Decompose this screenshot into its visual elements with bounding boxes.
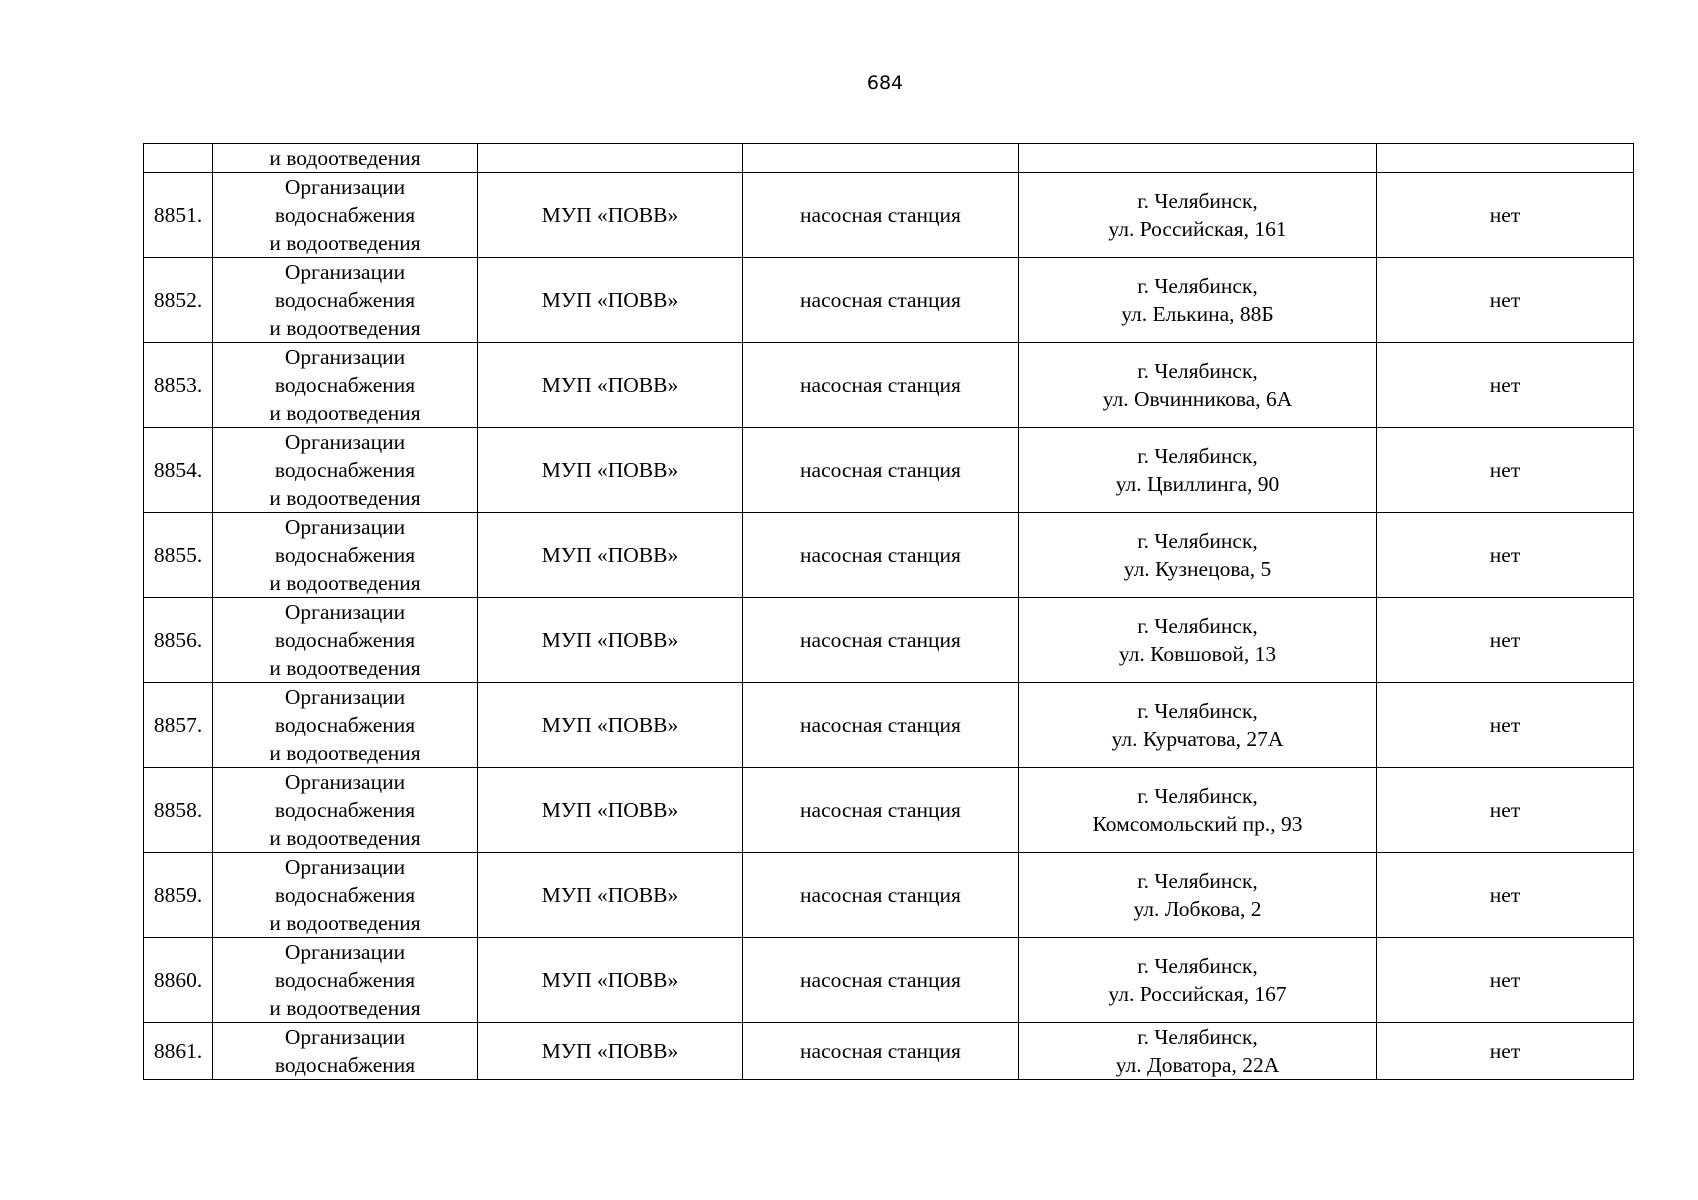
cell-object: насосная станция (743, 428, 1019, 513)
cell-status: нет (1377, 258, 1634, 343)
table-row (144, 683, 1634, 768)
address-line: г. Челябинск, (1137, 699, 1258, 723)
cell-owner: МУП «ПОВВ» (478, 428, 743, 513)
cell-object: насосная станция (743, 853, 1019, 938)
cell-number: 8859. (144, 853, 213, 938)
cell-owner (478, 144, 743, 173)
table-row (144, 1023, 1634, 1080)
address-line: ул. Лобкова, 2 (1133, 897, 1262, 921)
cell-organization (213, 1023, 478, 1080)
table-row (144, 173, 1634, 258)
organization-line: Организации (284, 685, 406, 709)
cell-address (1019, 428, 1377, 513)
cell-organization (213, 598, 478, 683)
table-row (144, 428, 1634, 513)
address-line: г. Челябинск, (1137, 614, 1258, 638)
organization-line: водоснабжения (274, 373, 416, 397)
address-line: Комсомольский пр., 93 (1092, 812, 1303, 836)
address-line: г. Челябинск, (1137, 189, 1258, 213)
cell-number (144, 144, 213, 173)
address-line: г. Челябинск, (1137, 274, 1258, 298)
cell-number: 8853. (144, 343, 213, 428)
cell-number: 8860. (144, 938, 213, 1023)
organization-line: Организации (284, 600, 406, 624)
address-line: ул. Елькина, 88Б (1121, 302, 1274, 326)
cell-address (1019, 343, 1377, 428)
organization-line: и водоотведения (269, 826, 421, 850)
table-row-continued (144, 144, 1634, 173)
cell-number: 8854. (144, 428, 213, 513)
cell-owner: МУП «ПОВВ» (478, 853, 743, 938)
cell-owner: МУП «ПОВВ» (478, 938, 743, 1023)
organization-line: водоснабжения (274, 798, 416, 822)
organization-line: водоснабжения (274, 458, 416, 482)
cell-status: нет (1377, 343, 1634, 428)
organization-line: водоснабжения (274, 883, 416, 907)
address-line: ул. Кузнецова, 5 (1123, 557, 1272, 581)
cell-status: нет (1377, 938, 1634, 1023)
cell-object (743, 144, 1019, 173)
address-line: ул. Российская, 161 (1108, 217, 1287, 241)
organization-line: водоснабжения (274, 543, 416, 567)
organization-line: водоснабжения (274, 713, 416, 737)
address-line: г. Челябинск, (1137, 1025, 1258, 1049)
organization-line: Организации (284, 260, 406, 284)
organization-line: и водоотведения (269, 486, 421, 510)
cell-owner: МУП «ПОВВ» (478, 343, 743, 428)
cell-number: 8856. (144, 598, 213, 683)
cell-address (1019, 683, 1377, 768)
organization-line: и водоотведения (269, 401, 421, 425)
address-line: г. Челябинск, (1137, 444, 1258, 468)
cell-address (1019, 258, 1377, 343)
cell-organization (213, 428, 478, 513)
address-line: ул. Курчатова, 27А (1111, 727, 1284, 751)
cell-status: нет (1377, 853, 1634, 938)
cell-number: 8861. (144, 1023, 213, 1080)
cell-object: насосная станция (743, 258, 1019, 343)
cell-organization (213, 853, 478, 938)
organization-line: и водоотведения (269, 571, 421, 595)
cell-number: 8851. (144, 173, 213, 258)
organization-line: Организации (284, 175, 406, 199)
cell-organization (213, 683, 478, 768)
organization-line: Организации (284, 430, 406, 454)
table-row (144, 853, 1634, 938)
address-line: ул. Овчинникова, 6А (1102, 387, 1293, 411)
cell-number: 8857. (144, 683, 213, 768)
cell-organization (213, 343, 478, 428)
cell-address (1019, 1023, 1377, 1080)
cell-owner: МУП «ПОВВ» (478, 258, 743, 343)
organization-line: и водоотведения (269, 911, 421, 935)
cell-status: нет (1377, 683, 1634, 768)
cell-owner: МУП «ПОВВ» (478, 173, 743, 258)
cell-status: нет (1377, 598, 1634, 683)
organization-line: Организации (284, 345, 406, 369)
cell-address (1019, 173, 1377, 258)
table-row (144, 938, 1634, 1023)
cell-object: насосная станция (743, 768, 1019, 853)
organization-line: водоснабжения (274, 1053, 416, 1077)
cell-object: насосная станция (743, 683, 1019, 768)
cell-organization (213, 513, 478, 598)
address-line: г. Челябинск, (1137, 529, 1258, 553)
address-line: г. Челябинск, (1137, 954, 1258, 978)
cell-organization (213, 938, 478, 1023)
cell-owner: МУП «ПОВВ» (478, 513, 743, 598)
organization-line: водоснабжения (274, 203, 416, 227)
table-row (144, 513, 1634, 598)
cell-owner: МУП «ПОВВ» (478, 598, 743, 683)
registry-body (144, 144, 1634, 1080)
cell-organization: и водоотведения (213, 144, 478, 173)
cell-status (1377, 144, 1634, 173)
organization-line: и водоотведения (269, 316, 421, 340)
cell-status: нет (1377, 428, 1634, 513)
organization-line: и водоотведения (269, 231, 421, 255)
address-line: ул. Цвиллинга, 90 (1115, 472, 1280, 496)
cell-status: нет (1377, 513, 1634, 598)
table-row (144, 343, 1634, 428)
organization-line: Организации (284, 770, 406, 794)
cell-number: 8855. (144, 513, 213, 598)
cell-address (1019, 938, 1377, 1023)
page-number: 684 (866, 72, 904, 94)
cell-address (1019, 598, 1377, 683)
cell-object: насосная станция (743, 1023, 1019, 1080)
cell-organization (213, 258, 478, 343)
organization-line: водоснабжения (274, 288, 416, 312)
cell-organization (213, 768, 478, 853)
cell-organization (213, 173, 478, 258)
organization-line: Организации (284, 1025, 406, 1049)
registry-table (143, 143, 1634, 1080)
cell-object: насосная станция (743, 343, 1019, 428)
cell-status: нет (1377, 768, 1634, 853)
organization-line: и водоотведения (269, 656, 421, 680)
organization-line: Организации (284, 515, 406, 539)
address-line: г. Челябинск, (1137, 784, 1258, 808)
cell-owner: МУП «ПОВВ» (478, 683, 743, 768)
cell-status: нет (1377, 1023, 1634, 1080)
cell-address (1019, 768, 1377, 853)
table-row (144, 768, 1634, 853)
cell-address (1019, 144, 1377, 173)
cell-address (1019, 853, 1377, 938)
address-line: г. Челябинск, (1137, 869, 1258, 893)
table-row (144, 258, 1634, 343)
cell-number: 8852. (144, 258, 213, 343)
organization-line: и водоотведения (269, 996, 421, 1020)
organization-line: и водоотведения (269, 741, 421, 765)
cell-object: насосная станция (743, 938, 1019, 1023)
table-row (144, 598, 1634, 683)
cell-object: насосная станция (743, 598, 1019, 683)
address-line: г. Челябинск, (1137, 359, 1258, 383)
address-line: ул. Российская, 167 (1108, 982, 1287, 1006)
organization-line: водоснабжения (274, 968, 416, 992)
cell-owner: МУП «ПОВВ» (478, 768, 743, 853)
cell-owner: МУП «ПОВВ» (478, 1023, 743, 1080)
cell-status: нет (1377, 173, 1634, 258)
cell-number: 8858. (144, 768, 213, 853)
organization-line: водоснабжения (274, 628, 416, 652)
cell-object: насосная станция (743, 173, 1019, 258)
organization-line: Организации (284, 855, 406, 879)
cell-address (1019, 513, 1377, 598)
address-line: ул. Доватора, 22А (1115, 1053, 1280, 1077)
cell-object: насосная станция (743, 513, 1019, 598)
address-line: ул. Ковшовой, 13 (1118, 642, 1277, 666)
organization-line: Организации (284, 940, 406, 964)
